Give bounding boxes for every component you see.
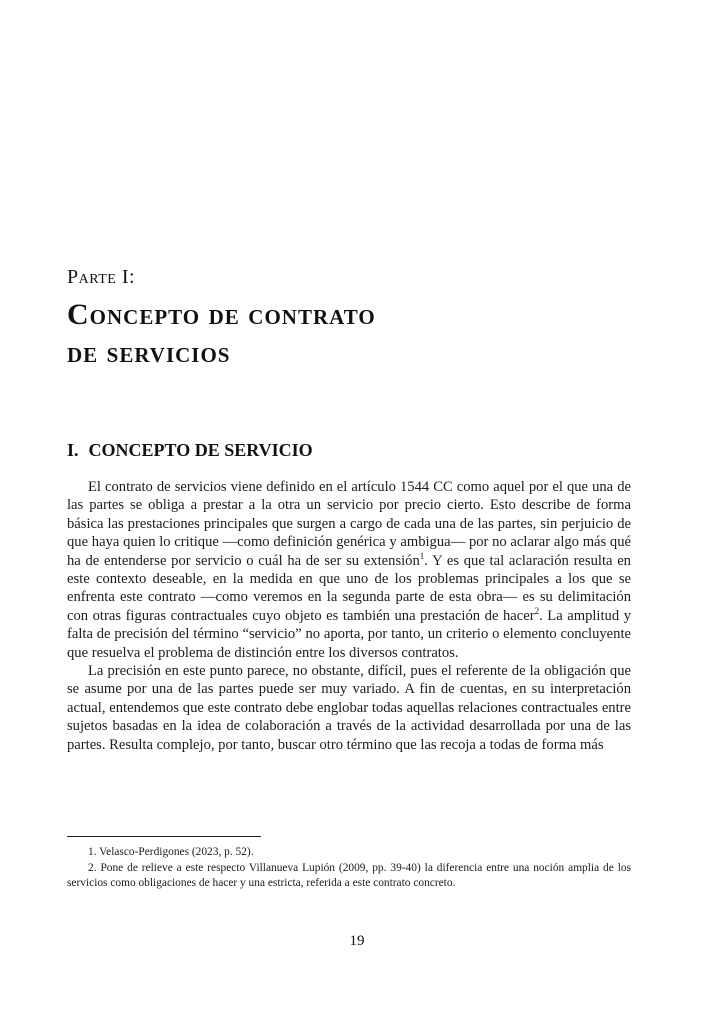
footnote-ref-1[interactable]: 1 — [419, 550, 425, 561]
part-title-line-1: Concepto de contrato — [67, 298, 376, 331]
part-title-line-2: de servicios — [67, 336, 231, 369]
section-heading — [67, 440, 313, 461]
paragraph-2: La precisión en este punto parece, no obstante, difícil, pues el referente de la obligación que se asume por una de las partes puede ser muy variado. A fin de cuentas, en su interpretación actual, entendemos que este contrato debe englobar todas aquellas relaciones contractuales entre sujetos basadas en la idea de colaboración a través de la actividad desarrollada por una de las partes. Resulta complejo, por tanto, buscar otro término que las recoja a todas de forma más — [67, 663, 631, 753]
footnote-2: 2. Pone de relieve a este respecto Villanueva Lupión (2009, pp. 39-40) la diferencia entre una noción amplia de los servicios como obligaciones de hacer y una estricta, referida a este contrato concreto. — [67, 861, 631, 889]
page-number: 19 — [349, 933, 365, 949]
paragraph-1: El contrato de servicios viene definido en el artículo 1544 CC como aquel por el que una de las partes se obliga a prestar a la otra un servicio por precio cierto. Esto describe de forma básica las prestaciones principales que surgen a cargo de cada una de las partes, sin perjuicio de que haya quien lo critique —como definición genérica y ambigua— por no aclarar algo más qué ha de entenderse por servicio o cuál ha de ser su extensión$^1$. Y es que tal aclaración resulta en este contexto deseable, en la medida en que uno de los problemas principales a los que se enfrenta este contrato —como veremos en la segunda parte de esta obra— es su delimitación con otras figuras contractuales cuyo objeto es también una prestación de hacer$^2$. La amplitud y falta de precisión del término “servicio” no aporta, por tanto, un criterio o elemento concluyente que resuelva el problema de distinción entre los diversos contratos. — [67, 479, 631, 661]
part-title — [67, 296, 627, 372]
section-title: CONCEPTO DE SERVICIO — [88, 440, 313, 460]
part-label: Parte I: — [67, 266, 136, 288]
footnote-ref-2[interactable]: 2 — [534, 605, 540, 616]
footnotes — [67, 845, 631, 892]
footnote-1: 1. Velasco-Perdigones (2023, p. 52). — [88, 846, 254, 858]
body-text — [67, 478, 631, 754]
section-number: I. — [67, 440, 79, 460]
footnote-divider — [67, 836, 261, 837]
